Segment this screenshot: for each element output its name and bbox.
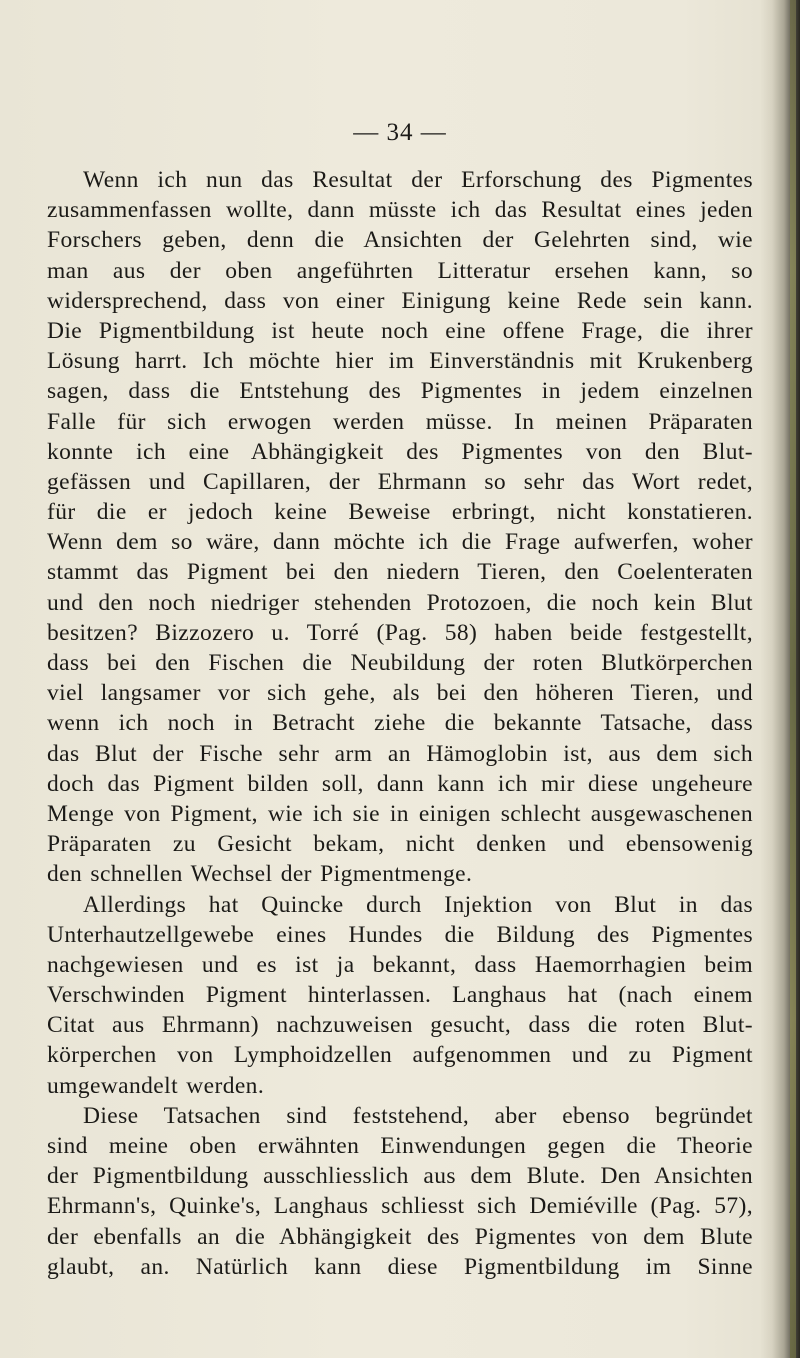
body-text bbox=[47, 165, 753, 1282]
text-line: Ehrmann's, Quinke's, Langhaus schliesst sich Demiéville (Pag. 57), bbox=[47, 1193, 753, 1220]
text-line: Allerdings hat Quincke durch Injektion von Blut in das bbox=[83, 891, 753, 918]
text-line: Die Pigmentbildung ist heute noch eine offene Frage, die ihrer bbox=[47, 317, 753, 344]
text-line: den schnellen Wechsel der Pigmentmenge. bbox=[47, 861, 473, 888]
text-line: Falle für sich erwogen werden müsse. In meinen Präparaten bbox=[47, 408, 753, 435]
text-line: Forschers geben, denn die Ansichten der Gelehrten sind, wie bbox=[47, 227, 753, 254]
text-line: umgewandelt werden. bbox=[47, 1072, 265, 1099]
text-line: zusammenfassen wollte, dann müsste ich das Resultat eines jeden bbox=[47, 197, 753, 224]
text-line: konnte ich eine Abhängigkeit des Pigmentes von den Blut- bbox=[47, 438, 753, 465]
text-line: körperchen von Lymphoidzellen aufgenommen und zu Pigment bbox=[47, 1042, 753, 1069]
text-line: doch das Pigment bilden soll, dann kann ich mir diese ungeheure bbox=[47, 770, 753, 797]
text-line: der Pigmentbildung ausschliesslich aus dem Blute. Den Ansichten bbox=[47, 1163, 753, 1190]
text-line: wenn ich noch in Betracht ziehe die bekannte Tatsache, dass bbox=[47, 710, 753, 737]
text-line: viel langsamer vor sich gehe, als bei den höheren Tieren, und bbox=[47, 680, 753, 707]
text-line: sagen, dass die Entstehung des Pigmentes in jedem einzelnen bbox=[47, 378, 753, 405]
text-line: man aus der oben angeführten Litteratur ersehen kann, so bbox=[47, 257, 753, 284]
text-line: stammt das Pigment bei den niedern Tieren, den Coelenteraten bbox=[47, 559, 753, 586]
text-line: Diese Tatsachen sind feststehend, aber ebenso begründet bbox=[83, 1102, 753, 1129]
text-line: Menge von Pigment, wie ich sie in einigen schlecht ausgewaschenen bbox=[47, 800, 753, 827]
text-line: widersprechend, dass von einer Einigung keine Rede sein kann. bbox=[47, 287, 753, 314]
text-line: Wenn ich nun das Resultat der Erforschung des Pigmentes bbox=[83, 167, 753, 193]
page-number: — 34 — bbox=[353, 119, 447, 146]
text-line: Citat aus Ehrmann) nachzuweisen gesucht, dass die roten Blut- bbox=[47, 1012, 753, 1039]
text-line: Unterhautzellgewebe eines Hundes die Bildung des Pigmentes bbox=[47, 921, 753, 948]
text-line: nachgewiesen und es ist ja bekannt, dass Haemorrhagien beim bbox=[47, 951, 753, 978]
text-line: der ebenfalls an die Abhängigkeit des Pigmentes von dem Blute bbox=[47, 1223, 753, 1250]
text-line: glaubt, an. Natürlich kann diese Pigmentbildung im Sinne bbox=[47, 1253, 753, 1280]
text-line: und den noch niedriger stehenden Protozoen, die noch kein Blut bbox=[47, 589, 753, 616]
text-line: dass bei den Fischen die Neubildung der roten Blutkörperchen bbox=[47, 650, 753, 676]
text-line: Wenn dem so wäre, dann möchte ich die Frage aufwerfen, woher bbox=[47, 529, 753, 556]
text-line: Präparaten zu Gesicht bekam, nicht denken und ebensowenig bbox=[47, 831, 753, 858]
text-line: für die er jedoch keine Beweise erbringt, nicht konstatieren. bbox=[47, 499, 753, 526]
text-line: gefässen und Capillaren, der Ehrmann so sehr das Wort redet, bbox=[47, 468, 753, 495]
text-line: besitzen? Bizzozero u. Torré (Pag. 58) haben beide festgestellt, bbox=[47, 619, 753, 646]
text-line: sind meine oben erwähnten Einwendungen gegen die Theorie bbox=[47, 1133, 753, 1159]
text-line: Verschwinden Pigment hinterlassen. Langhaus hat (nach einem bbox=[47, 982, 753, 1009]
text-line: Lösung harrt. Ich möchte hier im Einverständnis mit Krukenberg bbox=[47, 348, 753, 375]
book-binding-edge bbox=[760, 0, 800, 1358]
text-line: das Blut der Fische sehr arm an Hämoglobin ist, aus dem sich bbox=[47, 740, 753, 767]
